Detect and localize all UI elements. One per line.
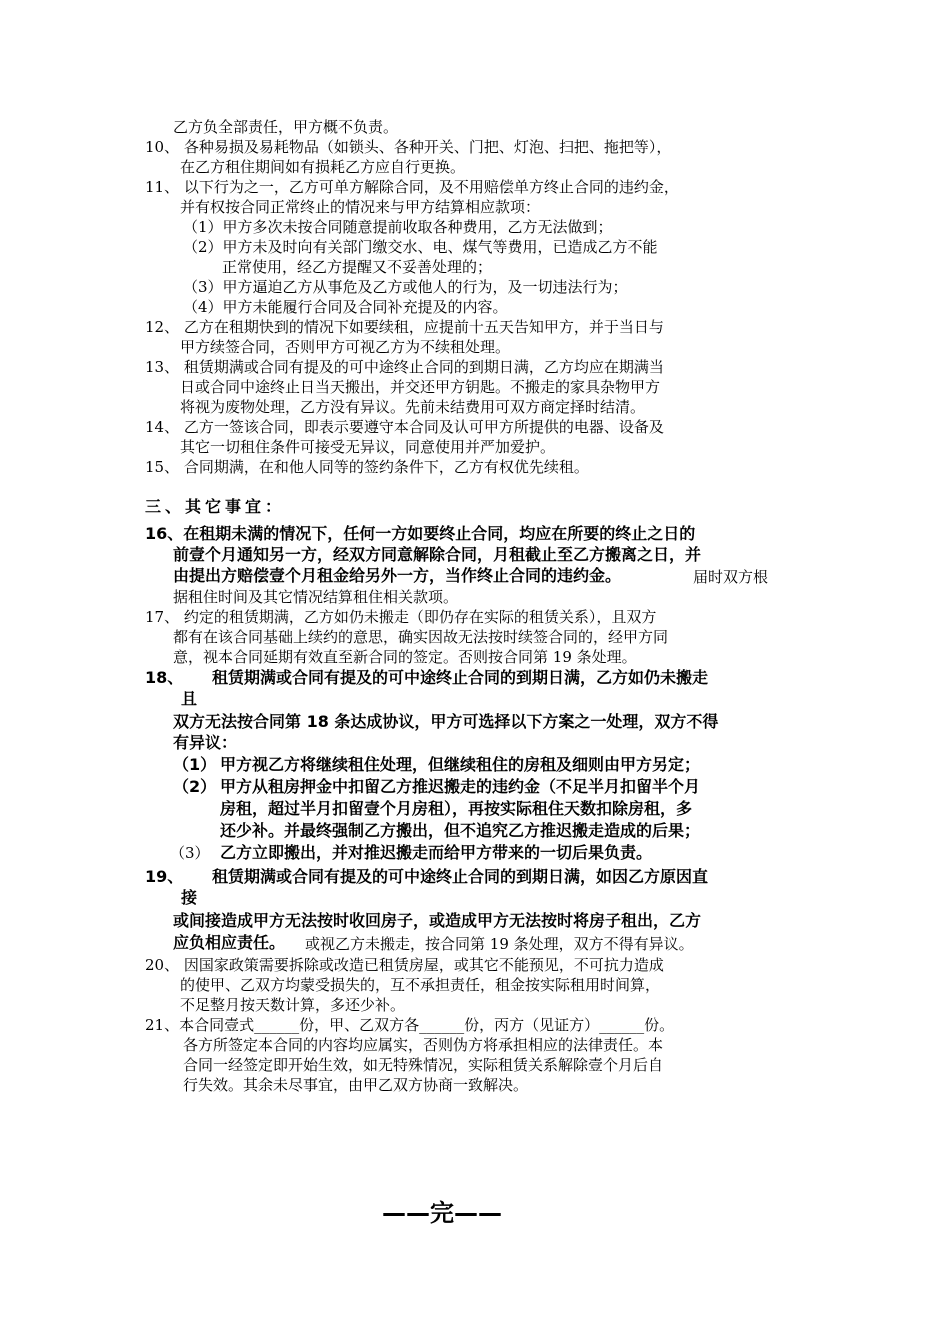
clause-12-line-2: 甲方续签合同，否则甲方可视乙方为不续租处理。 (180, 338, 511, 356)
clause-20-line-2: 的使甲、乙双方均蒙受损失的，互不承担责任，租金按实际租用时间算， (180, 976, 661, 994)
clause-11-item-1: （1）甲方多次未按合同随意提前收取各种费用，乙方无法做到； (183, 218, 613, 236)
clause-18-item-1-number: （1） (173, 755, 217, 774)
clause-19-line-1: 租赁期满或合同有提及的可中途终止合同的到期日满，如因乙方原因直 (212, 867, 709, 886)
clause-16-line-3: 由提出方赔偿壹个月租金给另外一方，当作终止合同的违约金。 (173, 566, 622, 585)
clause-18-item-1: 甲方视乙方将继续租住处理，但继续租住的房租及细则由甲方另定； (220, 755, 701, 774)
clause-19-line-2: 或间接造成甲方无法按时收回房子，或造成甲方无法按时将房子租出，乙方 (173, 911, 702, 930)
clause-19-line-1-wrap: 接 (181, 888, 198, 907)
clause-13-line-2: 日或合同中途终止日当天搬出，并交还甲方钥匙。不搬走的家具杂物甲方 (180, 378, 661, 396)
clause-18-item-3: 乙方立即搬出，并对推迟搬走而给甲方带来的一切后果负责。 (220, 843, 653, 862)
clause-13-line-3: 将视为废物处理，乙方没有异议。先前未结费用可双方商定择时结清。 (180, 398, 646, 416)
clause-16-line-2: 前壹个月通知另一方，经双方同意解除合同，月租截止至乙方搬离之日，并 (173, 545, 702, 564)
clause-10-line-1: 10、 各种易损及易耗物品（如锁头、各种开关、门把、灯泡、扫把、拖把等）， (145, 138, 672, 156)
clause-18-item-2-number: （2） (173, 777, 217, 796)
clause-12-line-1: 12、 乙方在租期快到的情况下如要续租，应提前十五天告知甲方，并于当日与 (145, 318, 664, 336)
clause-18-number: 18、 (145, 668, 184, 687)
clause-16-line-4: 据租住时间及其它情况结算租住相关款项。 (173, 588, 459, 606)
clause-17-line-1: 17、 约定的租赁期满，乙方如仍未搬走（即仍存在实际的租赁关系），且双方 (145, 608, 657, 626)
clause-9-tail: 乙方负全部责任，甲方概不负责。 (173, 118, 399, 136)
clause-21-line-1: 21、本合同壹式______份，甲、乙双方各______份，丙方（见证方）______份。 (145, 1016, 675, 1034)
clause-20-line-1: 20、 因国家政策需要拆除或改造已租赁房屋，或其它不能预见，不可抗力造成 (145, 956, 664, 974)
clause-18-line-2: 双方无法按合同第 18 条达成协议，甲方可选择以下方案之一处理，双方不得 (173, 712, 719, 731)
clause-11-line-1: 11、 以下行为之一，乙方可单方解除合同，及不用赔偿单方终止合同的违约金， (145, 178, 679, 196)
clause-19-number: 19、 (145, 867, 184, 886)
clause-11-line-2: 并有权按合同正常终止的情况来与甲方结算相应款项： (180, 198, 541, 216)
clause-18-item-3-number: （3） (170, 844, 210, 862)
clause-18-line-3: 有异议： (173, 733, 238, 752)
clause-17-line-3: 意，视本合同延期有效直至新合同的签定。否则按合同第 19 条处理。 (173, 648, 637, 666)
clause-17-line-2: 都有在该合同基础上续约的意思，确实因故无法按时续签合同的，经甲方同 (173, 628, 669, 646)
clause-11-item-2: （2）甲方未及时向有关部门缴交水、电、煤气等费用，已造成乙方不能 (183, 238, 658, 256)
clause-18-item-2-line-2: 房租，超过半月扣留壹个月房租），再按实际租住天数扣除房租，多 (220, 799, 693, 818)
clause-19-line-3: 应负相应责任。 (173, 933, 286, 952)
clause-18-line-1: 租赁期满或合同有提及的可中途终止合同的到期日满，乙方如仍未搬走 (212, 668, 709, 687)
clause-16-line-3-tail: 届时双方根 (693, 568, 769, 586)
clause-15: 15、 合同期满，在和他人同等的签约条件下，乙方有权优先续租。 (145, 458, 589, 476)
clause-18-item-2-line-1: 甲方从租房押金中扣留乙方推迟搬走的违约金（不足半月扣留半个月 (220, 777, 701, 796)
clause-20-line-3: 不足整月按天数计算，多还少补。 (180, 996, 406, 1014)
end-mark: ——完—— (382, 1199, 502, 1227)
clause-18-line-1-wrap: 且 (181, 689, 198, 708)
clause-14-line-1: 14、 乙方一签该合同，即表示要遵守本合同及认可甲方所提供的电器、设备及 (145, 418, 664, 436)
clause-16-line-1: 16、在租期未满的情况下，任何一方如要终止合同，均应在所要的终止之日的 (145, 524, 696, 543)
clause-21-line-4: 行失效。其余未尽事宜，由甲乙双方协商一致解决。 (183, 1076, 529, 1094)
clause-11-item-2-cont: 正常使用，经乙方提醒又不妥善处理的； (222, 258, 493, 276)
clause-10-line-2: 在乙方租住期间如有损耗乙方应自行更换。 (180, 158, 466, 176)
clause-18-item-2-line-3: 还少补。并最终强制乙方搬出，但不追究乙方推迟搬走造成的后果； (220, 821, 701, 840)
clause-19-line-3-tail: 或视乙方未搬走，按合同第 19 条处理，双方不得有异议。 (305, 935, 694, 953)
clause-21-line-2: 各方所签定本合同的内容均应属实，否则伪方将承担相应的法律责任。本 (183, 1036, 664, 1054)
clause-11-item-4: （4）甲方未能履行合同及合同补充提及的内容。 (183, 298, 508, 316)
clause-21-line-3: 合同一经签定即开始生效，如无特殊情况，实际租赁关系解除壹个月后自 (183, 1056, 664, 1074)
clause-13-line-1: 13、 租赁期满或合同有提及的可中途终止合同的到期日满，乙方均应在期满当 (145, 358, 664, 376)
clause-14-line-2: 其它一切租住条件可接受无异议，同意使用并严加爱护。 (180, 438, 556, 456)
clause-11-item-3: （3）甲方逼迫乙方从事危及乙方或他人的行为，及一切违法行为； (183, 278, 628, 296)
section-heading-other-matters: 三、其它事宜： (145, 497, 286, 516)
